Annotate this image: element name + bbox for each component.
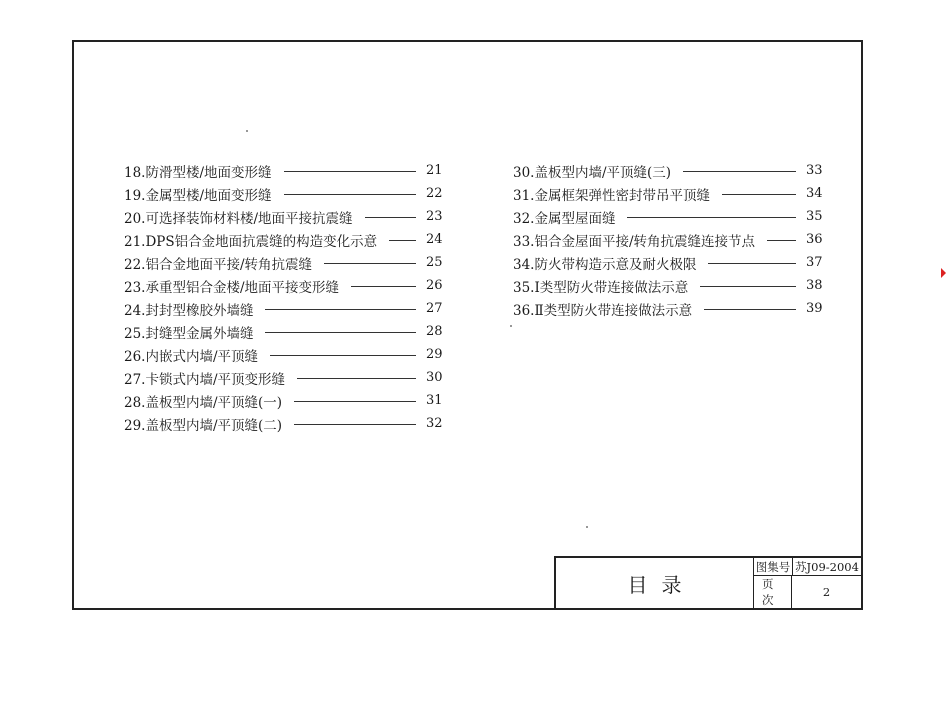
toc-entry-page: 29 xyxy=(426,347,443,362)
toc-entry-label: 26.内嵌式内墙/平顶缝 xyxy=(124,348,259,365)
title-block xyxy=(554,556,863,610)
leader-line xyxy=(365,217,416,218)
toc-entry xyxy=(513,297,822,320)
toc-entry-page: 24 xyxy=(426,232,443,247)
toc-entry-page: 26 xyxy=(426,278,443,293)
leader-line xyxy=(284,194,416,195)
leader-line xyxy=(297,378,416,379)
scroll-marker-icon xyxy=(941,268,946,278)
toc-entry xyxy=(124,366,442,389)
leader-line xyxy=(700,286,796,287)
toc-entry-page: 30 xyxy=(426,370,443,385)
title-block-meta xyxy=(754,558,861,608)
leader-line xyxy=(265,309,416,310)
toc-entry xyxy=(124,182,442,205)
toc-entry-page: 21 xyxy=(426,163,443,178)
toc-entry-label: 19.金属型楼/地面变形缝 xyxy=(124,187,272,204)
toc-entry-label: 28.盖板型内墙/平顶缝(一) xyxy=(124,394,283,411)
toc-entry xyxy=(124,412,442,435)
toc-entry-page: 39 xyxy=(806,301,823,316)
leader-line xyxy=(704,309,796,310)
toc-entry-label: 25.封缝型金属外墙缝 xyxy=(124,325,254,342)
leader-line xyxy=(708,263,796,264)
toc-entry-label: 20.可选择装饰材料楼/地面平接抗震缝 xyxy=(124,210,353,227)
toc-entry-label: 32.金属型屋面缝 xyxy=(513,210,616,227)
toc-entry xyxy=(513,274,822,297)
toc-entry-page: 35 xyxy=(806,209,823,224)
toc-entry xyxy=(513,159,822,182)
leader-line xyxy=(627,217,796,218)
toc-entry xyxy=(124,389,442,412)
leader-line xyxy=(294,401,416,402)
toc-entry-label: 21.DPS铝合金地面抗震缝的构造变化示意 xyxy=(124,233,378,250)
toc-entry-page: 34 xyxy=(806,186,823,201)
toc-entry-label: 31.金属框架弹性密封带吊平顶缝 xyxy=(513,187,710,204)
toc-entry-label: 23.承重型铝合金楼/地面平接变形缝 xyxy=(124,279,340,296)
scan-speck xyxy=(246,130,248,132)
toc-entry-page: 33 xyxy=(806,163,823,178)
toc-entry-page: 38 xyxy=(806,278,823,293)
atlas-number-label: 图集号 xyxy=(754,558,793,575)
toc-entry-label: 29.盖板型内墙/平顶缝(二) xyxy=(124,417,283,434)
toc-entry-label: 18.防滑型楼/地面变形缝 xyxy=(124,164,272,181)
toc-entry xyxy=(513,182,822,205)
toc-entry xyxy=(124,274,442,297)
leader-line xyxy=(683,171,796,172)
toc-entry xyxy=(124,251,442,274)
toc-entry-label: 33.铝合金屋面平接/转角抗震缝连接节点 xyxy=(513,233,756,250)
page-number-label: 页次 xyxy=(754,576,792,608)
toc-entry-page: 25 xyxy=(426,255,443,270)
scan-speck xyxy=(586,526,588,528)
leader-line xyxy=(294,424,416,425)
drawing-sheet xyxy=(72,40,863,610)
atlas-row xyxy=(754,558,861,575)
toc-entry-label: 35.Ⅰ类型防火带连接做法示意 xyxy=(513,279,689,296)
toc-entry xyxy=(513,251,822,274)
leader-line xyxy=(270,355,416,356)
leader-line xyxy=(722,194,796,195)
document-title: 目录 xyxy=(556,558,754,608)
leader-line xyxy=(265,332,416,333)
toc-right-column xyxy=(513,159,822,320)
toc-entry-page: 22 xyxy=(426,186,443,201)
toc-entry xyxy=(124,297,442,320)
toc-entry xyxy=(124,343,442,366)
toc-entry xyxy=(124,205,442,228)
leader-line xyxy=(389,240,416,241)
page-number-value: 2 xyxy=(822,585,831,599)
toc-entry-label: 24.封封型橡胶外墙缝 xyxy=(124,302,254,319)
toc-entry-page: 27 xyxy=(426,301,443,316)
atlas-number-value: 苏J09-2004 xyxy=(795,559,859,574)
page-row xyxy=(754,575,861,608)
leader-line xyxy=(324,263,416,264)
leader-line xyxy=(767,240,796,241)
toc-entry-label: 30.盖板型内墙/平顶缝(三) xyxy=(513,164,672,181)
leader-line xyxy=(351,286,416,287)
toc-entry xyxy=(513,228,822,251)
toc-entry xyxy=(124,159,442,182)
toc-entry-page: 36 xyxy=(806,232,823,247)
toc-entry-page: 32 xyxy=(426,416,443,431)
toc-entry xyxy=(513,205,822,228)
scan-speck xyxy=(510,325,512,327)
toc-entry-page: 31 xyxy=(426,393,443,408)
toc-entry-page: 23 xyxy=(426,209,443,224)
toc-entry xyxy=(124,320,442,343)
toc-entry-label: 36.Ⅱ类型防火带连接做法示意 xyxy=(513,302,693,319)
toc-entry-label: 27.卡锁式内墙/平顶变形缝 xyxy=(124,371,286,388)
toc-entry xyxy=(124,228,442,251)
toc-entry-page: 28 xyxy=(426,324,443,339)
toc-entry-label: 22.铝合金地面平接/转角抗震缝 xyxy=(124,256,313,273)
toc-left-column xyxy=(124,159,442,435)
toc-entry-page: 37 xyxy=(806,255,823,270)
toc-entry-label: 34.防火带构造示意及耐火极限 xyxy=(513,256,697,273)
leader-line xyxy=(284,171,416,172)
